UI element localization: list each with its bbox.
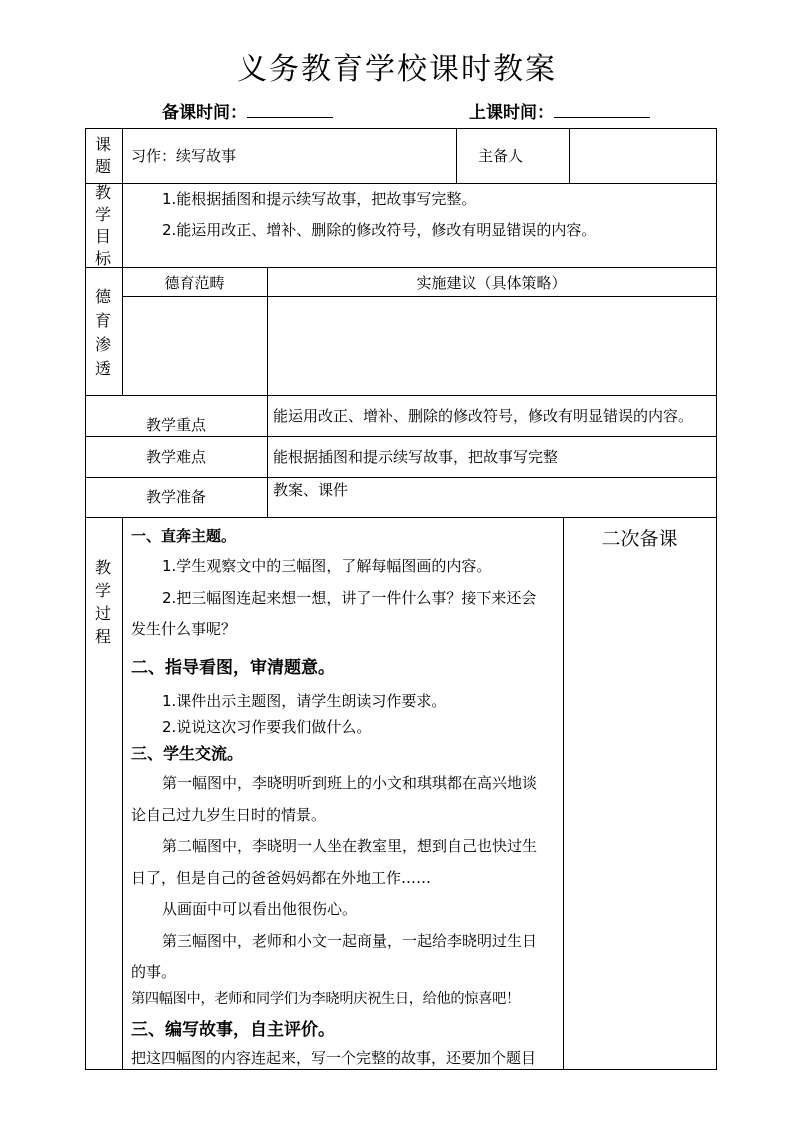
process-line: 1.学生观察文中的三幅图，了解每幅图画的内容。 <box>162 557 492 575</box>
label-char: 课 <box>94 135 111 154</box>
process-line: 论自己过九岁生日时的情景。 <box>131 806 327 824</box>
prep-time-label: 备课时间： <box>162 103 247 123</box>
process-line: 把这四幅图的内容连起来，写一个完整的故事，还要加个题目 <box>131 1049 537 1067</box>
table-line <box>267 395 268 517</box>
section-heading: 三、编写故事，自主评价。 <box>131 1020 335 1040</box>
key-point-value: 能运用改正、增补、删除的修改符号，修改有明显错误的内容。 <box>273 407 694 425</box>
topic-label <box>86 134 120 178</box>
topic-value: 习作：续写故事 <box>131 147 237 165</box>
process-line: 发生什么事呢？ <box>131 620 237 638</box>
table-line <box>85 395 717 396</box>
label-char: 程 <box>94 627 111 646</box>
process-label <box>86 556 120 648</box>
table-line <box>456 128 457 183</box>
process-line: 的事。 <box>131 963 177 981</box>
class-time-label: 上课时间： <box>469 103 554 123</box>
label-char: 学 <box>94 581 111 600</box>
label-char: 渗 <box>94 335 111 354</box>
objective-item: 2.能运用改正、增补、删除的修改符号，修改有明显错误的内容。 <box>162 221 597 239</box>
table-line <box>122 128 123 395</box>
label-char: 过 <box>94 604 111 623</box>
label-char: 标 <box>94 249 111 268</box>
process-line: 第四幅图中，老师和同学们为李晓明庆祝生日，给他的惊喜吧！ <box>131 991 520 1007</box>
objective-item: 1.能根据插图和提示续写故事，把故事写完整。 <box>162 190 477 208</box>
process-line: 1.课件出示主题图，请学生朗读习作要求。 <box>162 692 447 710</box>
label-char: 题 <box>94 157 111 176</box>
process-line: 从画面中可以看出他很伤心。 <box>162 900 358 918</box>
table-line <box>85 128 717 129</box>
document-title: 义务教育学校课时教案 <box>237 52 557 87</box>
table-line <box>85 477 717 478</box>
label-char: 教 <box>94 183 111 202</box>
process-line: 日了，但是自己的爸爸妈妈都在外地工作…… <box>131 869 432 887</box>
table-line <box>716 128 717 1070</box>
class-time-blank <box>554 103 650 118</box>
preparer-label: 主备人 <box>478 147 524 165</box>
class-time-field <box>469 98 650 123</box>
table-line <box>122 517 123 1069</box>
difficulty-label: 教学难点 <box>145 448 206 466</box>
key-point-label: 教学重点 <box>145 416 206 434</box>
preparation-label: 教学准备 <box>145 488 206 506</box>
table-line <box>569 128 570 183</box>
moral-category-header: 德育范畴 <box>164 274 225 292</box>
process-line: 第三幅图中，老师和小文一起商量，一起给李晓明过生日 <box>162 932 538 950</box>
label-char: 目 <box>94 227 111 246</box>
process-line: 2.说说这次习作要我们做什么。 <box>162 718 372 736</box>
table-line <box>563 517 564 1069</box>
label-char: 学 <box>94 205 111 224</box>
label-char: 透 <box>94 359 111 378</box>
moral-label <box>86 285 120 381</box>
objectives-label <box>86 182 120 270</box>
section-heading: 二、指导看图，审清题意。 <box>131 658 335 678</box>
second-prep-label: 二次备课 <box>601 528 678 550</box>
process-line: 2.把三幅图连起来想一想，讲了一件什么事？接下来还会 <box>162 589 537 607</box>
moral-suggestion-header: 实施建议（具体策略） <box>416 274 567 292</box>
label-char: 育 <box>94 311 111 330</box>
label-char: 教 <box>94 558 111 577</box>
prep-time-field <box>162 98 333 123</box>
section-heading: 一、直奔主题。 <box>131 527 237 545</box>
table-line <box>85 517 717 518</box>
process-line: 第一幅图中，李晓明听到班上的小文和琪琪都在高兴地谈 <box>162 774 538 792</box>
prep-time-blank <box>247 103 333 118</box>
label-char: 德 <box>94 287 111 306</box>
preparation-value: 教案、课件 <box>273 481 349 499</box>
process-line: 第二幅图中，李晓明一人坐在教室里，想到自己也快过生 <box>162 837 538 855</box>
section-heading: 三、学生交流。 <box>131 744 244 763</box>
difficulty-value: 能根据插图和提示续写故事，把故事写完整 <box>273 448 559 466</box>
